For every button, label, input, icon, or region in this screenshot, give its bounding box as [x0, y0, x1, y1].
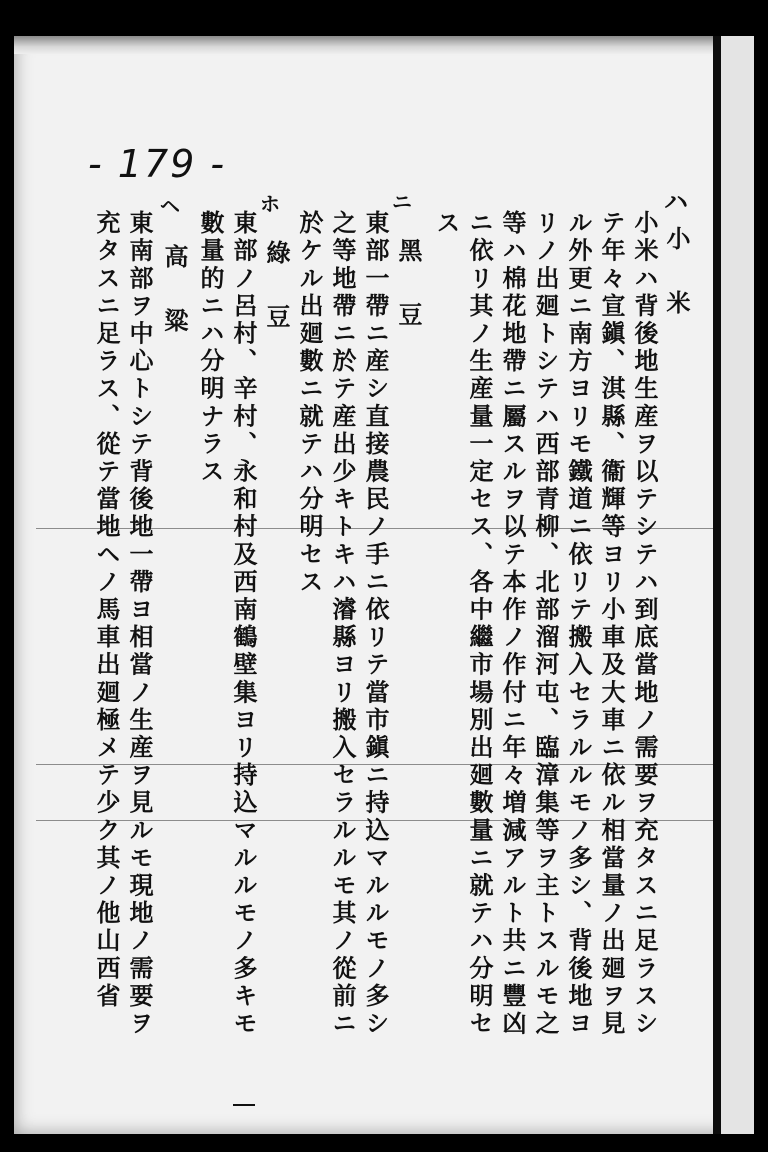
text-column: 數量的ニハ分明ナラス — [196, 210, 225, 486]
section-marker-he: ヘ — [160, 194, 180, 218]
heading-sorghum: 高 粱 — [160, 244, 189, 340]
heading-mung-bean: 綠 豆 — [262, 240, 291, 336]
text-column: ル外更ニ南方ヨリモ鐵道ニ依リテ搬入セラルルモノ多シ、背後地ヨ — [564, 210, 593, 1038]
text-column: 之等地帶ニ於テ産出少キトキハ濬縣ヨリ搬入セラルルモ其ノ從前ニ — [328, 210, 357, 1038]
text-column: 充タスニ足ラス、從テ當地ヘノ馬車出廻極メテ少ク其ノ他山西省 — [92, 210, 121, 1011]
heading-black-soybean: 黑 豆 — [394, 238, 423, 334]
continuation-mark — [233, 1104, 255, 1106]
text-column: テ年々宣鎭、淇縣、衞輝等ヨリ小車及大車ニ依ル相當量ノ出廻ヲ見 — [597, 210, 626, 1038]
text-column: リノ出廻トシテハ西部青柳、北部溜河屯、臨漳集等ヲ主トスルモ之 — [531, 210, 560, 1038]
text-column: 東部一帶ニ産シ直接農民ノ手ニ依リテ當市鎭ニ持込マルルモノ多シ — [361, 210, 390, 1038]
text-column: 東南部ヲ中心トシテ背後地一帶ヨ相當ノ生産ヲ見ルモ現地ノ需要ヲ — [125, 210, 154, 1038]
section-marker-ha: ハ — [664, 187, 688, 216]
text-column: ニ依リ其ノ生産量一定セス、各中繼市場別出廻數量ニ就テハ分明セ — [465, 210, 494, 1038]
page-top-edge — [14, 36, 754, 54]
facing-page-edge — [721, 36, 754, 1134]
text-column: 於ケル出廻數ニ就テハ分明セス — [295, 210, 324, 597]
text-column: ス — [432, 210, 461, 238]
section-marker-ni: ニ — [392, 190, 412, 214]
text-column: 等ハ棉花地帶ニ屬スルヲ以テ本作ノ作付ニ年々増減アルト共ニ豐凶 — [498, 210, 527, 1038]
page-number: - 179 - — [88, 142, 227, 186]
heading-millet: 小 米 — [662, 226, 691, 322]
text-column: 東部ノ呂村、辛村、永和村及西南鶴壁集ヨリ持込マルルモノ多キモ — [229, 210, 258, 1038]
text-column: 小米ハ背後地生産ヲ以テシテハ到底當地ノ需要ヲ充タスニ足ラスシ — [630, 210, 659, 1038]
binding-gutter — [713, 36, 721, 1134]
section-marker-ho: ホ — [260, 192, 280, 216]
